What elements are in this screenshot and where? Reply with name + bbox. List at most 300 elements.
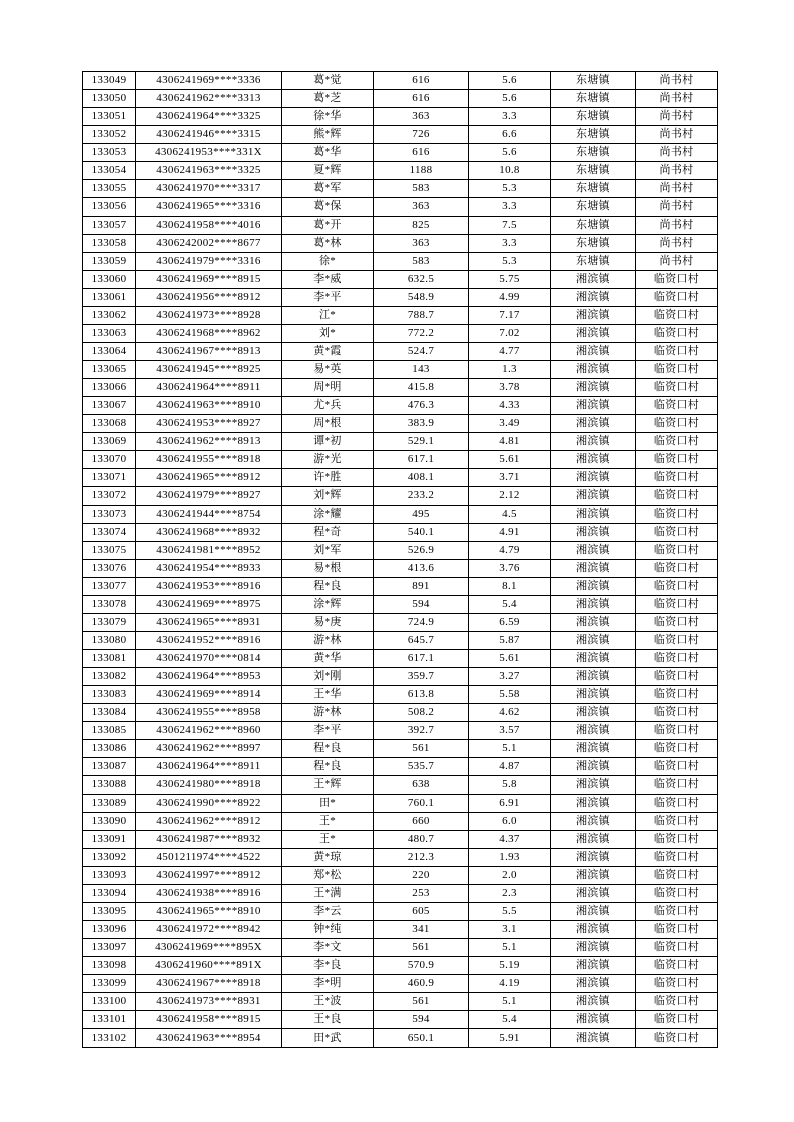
- amount-cell: 220: [374, 866, 469, 884]
- village-cell: 临资口村: [636, 975, 718, 993]
- area-cell: 5.87: [469, 631, 551, 649]
- amount-cell: 724.9: [374, 613, 469, 631]
- town-cell: 东塘镇: [551, 216, 636, 234]
- area-cell: 7.17: [469, 306, 551, 324]
- id-card-number-cell: 4306241968****8932: [136, 523, 282, 541]
- amount-cell: 645.7: [374, 631, 469, 649]
- table-row: [83, 1011, 718, 1029]
- table-row: [83, 306, 718, 324]
- town-cell: 湘滨镇: [551, 559, 636, 577]
- town-cell: 湘滨镇: [551, 884, 636, 902]
- serial-number-cell: 133102: [83, 1029, 136, 1048]
- village-cell: 临资口村: [636, 577, 718, 595]
- town-cell: 湘滨镇: [551, 902, 636, 920]
- town-cell: 湘滨镇: [551, 957, 636, 975]
- serial-number-cell: 133065: [83, 361, 136, 379]
- id-card-number-cell: 4306241956****8912: [136, 288, 282, 306]
- name-cell: 李*云: [282, 902, 374, 920]
- serial-number-cell: 133088: [83, 776, 136, 794]
- area-cell: 4.77: [469, 342, 551, 360]
- name-cell: 谭*初: [282, 433, 374, 451]
- serial-number-cell: 133055: [83, 180, 136, 198]
- serial-number-cell: 133101: [83, 1011, 136, 1029]
- serial-number-cell: 133062: [83, 306, 136, 324]
- id-card-number-cell: 4306241953****8916: [136, 577, 282, 595]
- table-row: [83, 144, 718, 162]
- amount-cell: 392.7: [374, 722, 469, 740]
- area-cell: 5.91: [469, 1029, 551, 1048]
- table-row: [83, 595, 718, 613]
- serial-number-cell: 133061: [83, 288, 136, 306]
- area-cell: 5.1: [469, 740, 551, 758]
- id-card-number-cell: 4306241979****3316: [136, 252, 282, 270]
- table-row: [83, 577, 718, 595]
- town-cell: 湘滨镇: [551, 758, 636, 776]
- id-card-number-cell: 4306241958****8915: [136, 1011, 282, 1029]
- serial-number-cell: 133094: [83, 884, 136, 902]
- amount-cell: 415.8: [374, 379, 469, 397]
- name-cell: 田*武: [282, 1029, 374, 1048]
- table-row: [83, 830, 718, 848]
- town-cell: 东塘镇: [551, 144, 636, 162]
- area-cell: 5.1: [469, 993, 551, 1011]
- village-cell: 尚书村: [636, 90, 718, 108]
- town-cell: 湘滨镇: [551, 794, 636, 812]
- village-cell: 临资口村: [636, 686, 718, 704]
- village-cell: 临资口村: [636, 379, 718, 397]
- table-row: [83, 668, 718, 686]
- town-cell: 湘滨镇: [551, 668, 636, 686]
- table-row: [83, 650, 718, 668]
- amount-cell: 617.1: [374, 650, 469, 668]
- id-card-number-cell: 4306241965****8910: [136, 902, 282, 920]
- name-cell: 葛*觉: [282, 72, 374, 90]
- town-cell: 湘滨镇: [551, 342, 636, 360]
- amount-cell: 495: [374, 505, 469, 523]
- village-cell: 临资口村: [636, 451, 718, 469]
- town-cell: 东塘镇: [551, 108, 636, 126]
- serial-number-cell: 133050: [83, 90, 136, 108]
- name-cell: 王*华: [282, 686, 374, 704]
- name-cell: 黄*琼: [282, 848, 374, 866]
- id-card-number-cell: 4306241962****8912: [136, 812, 282, 830]
- area-cell: 5.4: [469, 1011, 551, 1029]
- name-cell: 夏*辉: [282, 162, 374, 180]
- village-cell: 临资口村: [636, 595, 718, 613]
- table-row: [83, 270, 718, 288]
- id-card-number-cell: 4306241967****8913: [136, 342, 282, 360]
- name-cell: 尤*兵: [282, 397, 374, 415]
- id-card-number-cell: 4306241953****8927: [136, 415, 282, 433]
- name-cell: 李*平: [282, 288, 374, 306]
- area-cell: 5.75: [469, 270, 551, 288]
- id-card-number-cell: 4306241969****8975: [136, 595, 282, 613]
- id-card-number-cell: 4306241970****3317: [136, 180, 282, 198]
- serial-number-cell: 133073: [83, 505, 136, 523]
- serial-number-cell: 133067: [83, 397, 136, 415]
- town-cell: 湘滨镇: [551, 397, 636, 415]
- amount-cell: 1188: [374, 162, 469, 180]
- table-row: [83, 704, 718, 722]
- serial-number-cell: 133093: [83, 866, 136, 884]
- area-cell: 4.81: [469, 433, 551, 451]
- village-cell: 临资口村: [636, 1011, 718, 1029]
- id-card-number-cell: 4306242002****8677: [136, 234, 282, 252]
- town-cell: 湘滨镇: [551, 577, 636, 595]
- id-card-number-cell: 4306241946****3315: [136, 126, 282, 144]
- name-cell: 葛*芝: [282, 90, 374, 108]
- id-card-number-cell: 4306241963****8954: [136, 1029, 282, 1048]
- amount-cell: 480.7: [374, 830, 469, 848]
- table-row: [83, 234, 718, 252]
- town-cell: 湘滨镇: [551, 939, 636, 957]
- town-cell: 湘滨镇: [551, 613, 636, 631]
- village-cell: 临资口村: [636, 794, 718, 812]
- amount-cell: 476.3: [374, 397, 469, 415]
- table-row: [83, 342, 718, 360]
- town-cell: 湘滨镇: [551, 324, 636, 342]
- id-card-number-cell: 4306241969****895X: [136, 939, 282, 957]
- town-cell: 湘滨镇: [551, 306, 636, 324]
- village-cell: 临资口村: [636, 415, 718, 433]
- id-card-number-cell: 4306241964****3325: [136, 108, 282, 126]
- village-cell: 尚书村: [636, 252, 718, 270]
- village-cell: 临资口村: [636, 776, 718, 794]
- name-cell: 熊*辉: [282, 126, 374, 144]
- village-cell: 临资口村: [636, 306, 718, 324]
- amount-cell: 363: [374, 108, 469, 126]
- village-cell: 临资口村: [636, 704, 718, 722]
- name-cell: 许*胜: [282, 469, 374, 487]
- name-cell: 涂*耀: [282, 505, 374, 523]
- name-cell: 游*林: [282, 704, 374, 722]
- town-cell: 东塘镇: [551, 234, 636, 252]
- town-cell: 湘滨镇: [551, 451, 636, 469]
- name-cell: 李*明: [282, 975, 374, 993]
- id-card-number-cell: 4306241955****8918: [136, 451, 282, 469]
- amount-cell: 359.7: [374, 668, 469, 686]
- table-row: [83, 993, 718, 1011]
- table-row: [83, 812, 718, 830]
- name-cell: 田*: [282, 794, 374, 812]
- id-card-number-cell: 4306241953****331X: [136, 144, 282, 162]
- name-cell: 易*根: [282, 559, 374, 577]
- serial-number-cell: 133058: [83, 234, 136, 252]
- area-cell: 3.57: [469, 722, 551, 740]
- table-row: [83, 361, 718, 379]
- village-cell: 临资口村: [636, 650, 718, 668]
- name-cell: 葛*华: [282, 144, 374, 162]
- village-cell: 尚书村: [636, 180, 718, 198]
- area-cell: 4.33: [469, 397, 551, 415]
- id-card-number-cell: 4306241973****8928: [136, 306, 282, 324]
- town-cell: 东塘镇: [551, 126, 636, 144]
- area-cell: 4.87: [469, 758, 551, 776]
- serial-number-cell: 133056: [83, 198, 136, 216]
- area-cell: 5.8: [469, 776, 551, 794]
- table-row: [83, 126, 718, 144]
- table-row: [83, 975, 718, 993]
- serial-number-cell: 133060: [83, 270, 136, 288]
- serial-number-cell: 133069: [83, 433, 136, 451]
- name-cell: 程*良: [282, 758, 374, 776]
- serial-number-cell: 133053: [83, 144, 136, 162]
- area-cell: 3.1: [469, 920, 551, 938]
- area-cell: 4.62: [469, 704, 551, 722]
- area-cell: 6.0: [469, 812, 551, 830]
- area-cell: 4.91: [469, 523, 551, 541]
- town-cell: 东塘镇: [551, 198, 636, 216]
- amount-cell: 760.1: [374, 794, 469, 812]
- amount-cell: 772.2: [374, 324, 469, 342]
- serial-number-cell: 133084: [83, 704, 136, 722]
- name-cell: 葛*开: [282, 216, 374, 234]
- id-card-number-cell: 4306241964****8911: [136, 758, 282, 776]
- town-cell: 湘滨镇: [551, 379, 636, 397]
- area-cell: 5.58: [469, 686, 551, 704]
- id-card-number-cell: 4306241955****8958: [136, 704, 282, 722]
- table-row: [83, 776, 718, 794]
- town-cell: 湘滨镇: [551, 288, 636, 306]
- table-row: [83, 740, 718, 758]
- serial-number-cell: 133066: [83, 379, 136, 397]
- town-cell: 湘滨镇: [551, 686, 636, 704]
- area-cell: 6.6: [469, 126, 551, 144]
- table-row: [83, 433, 718, 451]
- serial-number-cell: 133076: [83, 559, 136, 577]
- area-cell: 5.4: [469, 595, 551, 613]
- id-card-number-cell: 4306241969****8915: [136, 270, 282, 288]
- name-cell: 游*光: [282, 451, 374, 469]
- amount-cell: 726: [374, 126, 469, 144]
- amount-cell: 561: [374, 993, 469, 1011]
- village-cell: 临资口村: [636, 812, 718, 830]
- table-row: [83, 758, 718, 776]
- serial-number-cell: 133100: [83, 993, 136, 1011]
- town-cell: 湘滨镇: [551, 1011, 636, 1029]
- id-card-number-cell: 4306241962****8997: [136, 740, 282, 758]
- amount-cell: 570.9: [374, 957, 469, 975]
- amount-cell: 540.1: [374, 523, 469, 541]
- serial-number-cell: 133072: [83, 487, 136, 505]
- amount-cell: 524.7: [374, 342, 469, 360]
- village-cell: 临资口村: [636, 884, 718, 902]
- table-row: [83, 884, 718, 902]
- table-row: [83, 379, 718, 397]
- area-cell: 10.8: [469, 162, 551, 180]
- id-card-number-cell: 4306241963****8910: [136, 397, 282, 415]
- amount-cell: 561: [374, 740, 469, 758]
- village-cell: 临资口村: [636, 342, 718, 360]
- id-card-number-cell: 4306241965****8931: [136, 613, 282, 631]
- village-cell: 尚书村: [636, 162, 718, 180]
- name-cell: 周*明: [282, 379, 374, 397]
- name-cell: 刘*军: [282, 541, 374, 559]
- serial-number-cell: 133081: [83, 650, 136, 668]
- town-cell: 湘滨镇: [551, 415, 636, 433]
- amount-cell: 212.3: [374, 848, 469, 866]
- name-cell: 黄*华: [282, 650, 374, 668]
- village-cell: 尚书村: [636, 126, 718, 144]
- id-card-number-cell: 4306241973****8931: [136, 993, 282, 1011]
- area-cell: 4.19: [469, 975, 551, 993]
- village-cell: 尚书村: [636, 108, 718, 126]
- table-row: [83, 162, 718, 180]
- id-card-number-cell: 4306241962****3313: [136, 90, 282, 108]
- town-cell: 湘滨镇: [551, 848, 636, 866]
- amount-cell: 825: [374, 216, 469, 234]
- id-card-number-cell: 4306241990****8922: [136, 794, 282, 812]
- town-cell: 湘滨镇: [551, 433, 636, 451]
- area-cell: 3.78: [469, 379, 551, 397]
- amount-cell: 616: [374, 90, 469, 108]
- name-cell: 涂*辉: [282, 595, 374, 613]
- amount-cell: 548.9: [374, 288, 469, 306]
- area-cell: 7.02: [469, 324, 551, 342]
- area-cell: 3.3: [469, 108, 551, 126]
- amount-cell: 143: [374, 361, 469, 379]
- table-row: [83, 108, 718, 126]
- name-cell: 钟*纯: [282, 920, 374, 938]
- area-cell: 5.3: [469, 252, 551, 270]
- town-cell: 湘滨镇: [551, 650, 636, 668]
- amount-cell: 632.5: [374, 270, 469, 288]
- table-row: [83, 505, 718, 523]
- table-row: [83, 252, 718, 270]
- town-cell: 湘滨镇: [551, 920, 636, 938]
- village-cell: 尚书村: [636, 234, 718, 252]
- amount-cell: 891: [374, 577, 469, 595]
- name-cell: 程*良: [282, 577, 374, 595]
- town-cell: 湘滨镇: [551, 830, 636, 848]
- area-cell: 2.0: [469, 866, 551, 884]
- serial-number-cell: 133089: [83, 794, 136, 812]
- amount-cell: 616: [374, 72, 469, 90]
- area-cell: 5.6: [469, 72, 551, 90]
- area-cell: 3.76: [469, 559, 551, 577]
- id-card-number-cell: 4306241969****3336: [136, 72, 282, 90]
- table-row: [83, 180, 718, 198]
- town-cell: 东塘镇: [551, 180, 636, 198]
- table-row: [83, 523, 718, 541]
- town-cell: 湘滨镇: [551, 704, 636, 722]
- name-cell: 刘*刚: [282, 668, 374, 686]
- serial-number-cell: 133091: [83, 830, 136, 848]
- name-cell: 王*波: [282, 993, 374, 1011]
- serial-number-cell: 133070: [83, 451, 136, 469]
- table-row: [83, 415, 718, 433]
- area-cell: 5.6: [469, 144, 551, 162]
- village-cell: 临资口村: [636, 613, 718, 631]
- village-cell: 临资口村: [636, 541, 718, 559]
- village-cell: 临资口村: [636, 740, 718, 758]
- table-row: [83, 722, 718, 740]
- serial-number-cell: 133092: [83, 848, 136, 866]
- village-cell: 临资口村: [636, 324, 718, 342]
- table-row: [83, 794, 718, 812]
- amount-cell: 583: [374, 180, 469, 198]
- id-card-number-cell: 4306241979****8927: [136, 487, 282, 505]
- name-cell: 程*奇: [282, 523, 374, 541]
- area-cell: 4.79: [469, 541, 551, 559]
- area-cell: 6.91: [469, 794, 551, 812]
- area-cell: 1.3: [469, 361, 551, 379]
- table-row: [83, 939, 718, 957]
- amount-cell: 526.9: [374, 541, 469, 559]
- table-row: [83, 216, 718, 234]
- id-card-number-cell: 4306241938****8916: [136, 884, 282, 902]
- amount-cell: 594: [374, 595, 469, 613]
- area-cell: 3.49: [469, 415, 551, 433]
- amount-cell: 561: [374, 939, 469, 957]
- name-cell: 葛*保: [282, 198, 374, 216]
- table-row: [83, 1029, 718, 1048]
- serial-number-cell: 133068: [83, 415, 136, 433]
- name-cell: 王*良: [282, 1011, 374, 1029]
- town-cell: 湘滨镇: [551, 505, 636, 523]
- village-cell: 临资口村: [636, 758, 718, 776]
- name-cell: 李*文: [282, 939, 374, 957]
- name-cell: 王*满: [282, 884, 374, 902]
- area-cell: 1.93: [469, 848, 551, 866]
- area-cell: 6.59: [469, 613, 551, 631]
- serial-number-cell: 133085: [83, 722, 136, 740]
- name-cell: 周*根: [282, 415, 374, 433]
- amount-cell: 605: [374, 902, 469, 920]
- amount-cell: 233.2: [374, 487, 469, 505]
- name-cell: 葛*军: [282, 180, 374, 198]
- serial-number-cell: 133098: [83, 957, 136, 975]
- town-cell: 湘滨镇: [551, 469, 636, 487]
- area-cell: 3.27: [469, 668, 551, 686]
- amount-cell: 617.1: [374, 451, 469, 469]
- area-cell: 4.99: [469, 288, 551, 306]
- village-cell: 临资口村: [636, 505, 718, 523]
- serial-number-cell: 133080: [83, 631, 136, 649]
- village-cell: 临资口村: [636, 397, 718, 415]
- amount-cell: 616: [374, 144, 469, 162]
- amount-cell: 613.8: [374, 686, 469, 704]
- table-row: [83, 397, 718, 415]
- table-row: [83, 848, 718, 866]
- serial-number-cell: 133078: [83, 595, 136, 613]
- town-cell: 湘滨镇: [551, 523, 636, 541]
- name-cell: 郑*松: [282, 866, 374, 884]
- town-cell: 湘滨镇: [551, 631, 636, 649]
- name-cell: 徐*: [282, 252, 374, 270]
- table-row: [83, 686, 718, 704]
- area-cell: 4.37: [469, 830, 551, 848]
- table-row: [83, 866, 718, 884]
- table-row: [83, 487, 718, 505]
- area-cell: 2.12: [469, 487, 551, 505]
- town-cell: 湘滨镇: [551, 993, 636, 1011]
- area-cell: 5.19: [469, 957, 551, 975]
- serial-number-cell: 133079: [83, 613, 136, 631]
- records-table: [82, 71, 718, 1048]
- village-cell: 尚书村: [636, 72, 718, 90]
- village-cell: 尚书村: [636, 198, 718, 216]
- amount-cell: 363: [374, 198, 469, 216]
- id-card-number-cell: 4306241964****8911: [136, 379, 282, 397]
- id-card-number-cell: 4501211974****4522: [136, 848, 282, 866]
- area-cell: 3.3: [469, 198, 551, 216]
- id-card-number-cell: 4306241965****8912: [136, 469, 282, 487]
- village-cell: 临资口村: [636, 939, 718, 957]
- village-cell: 临资口村: [636, 902, 718, 920]
- amount-cell: 650.1: [374, 1029, 469, 1048]
- village-cell: 临资口村: [636, 830, 718, 848]
